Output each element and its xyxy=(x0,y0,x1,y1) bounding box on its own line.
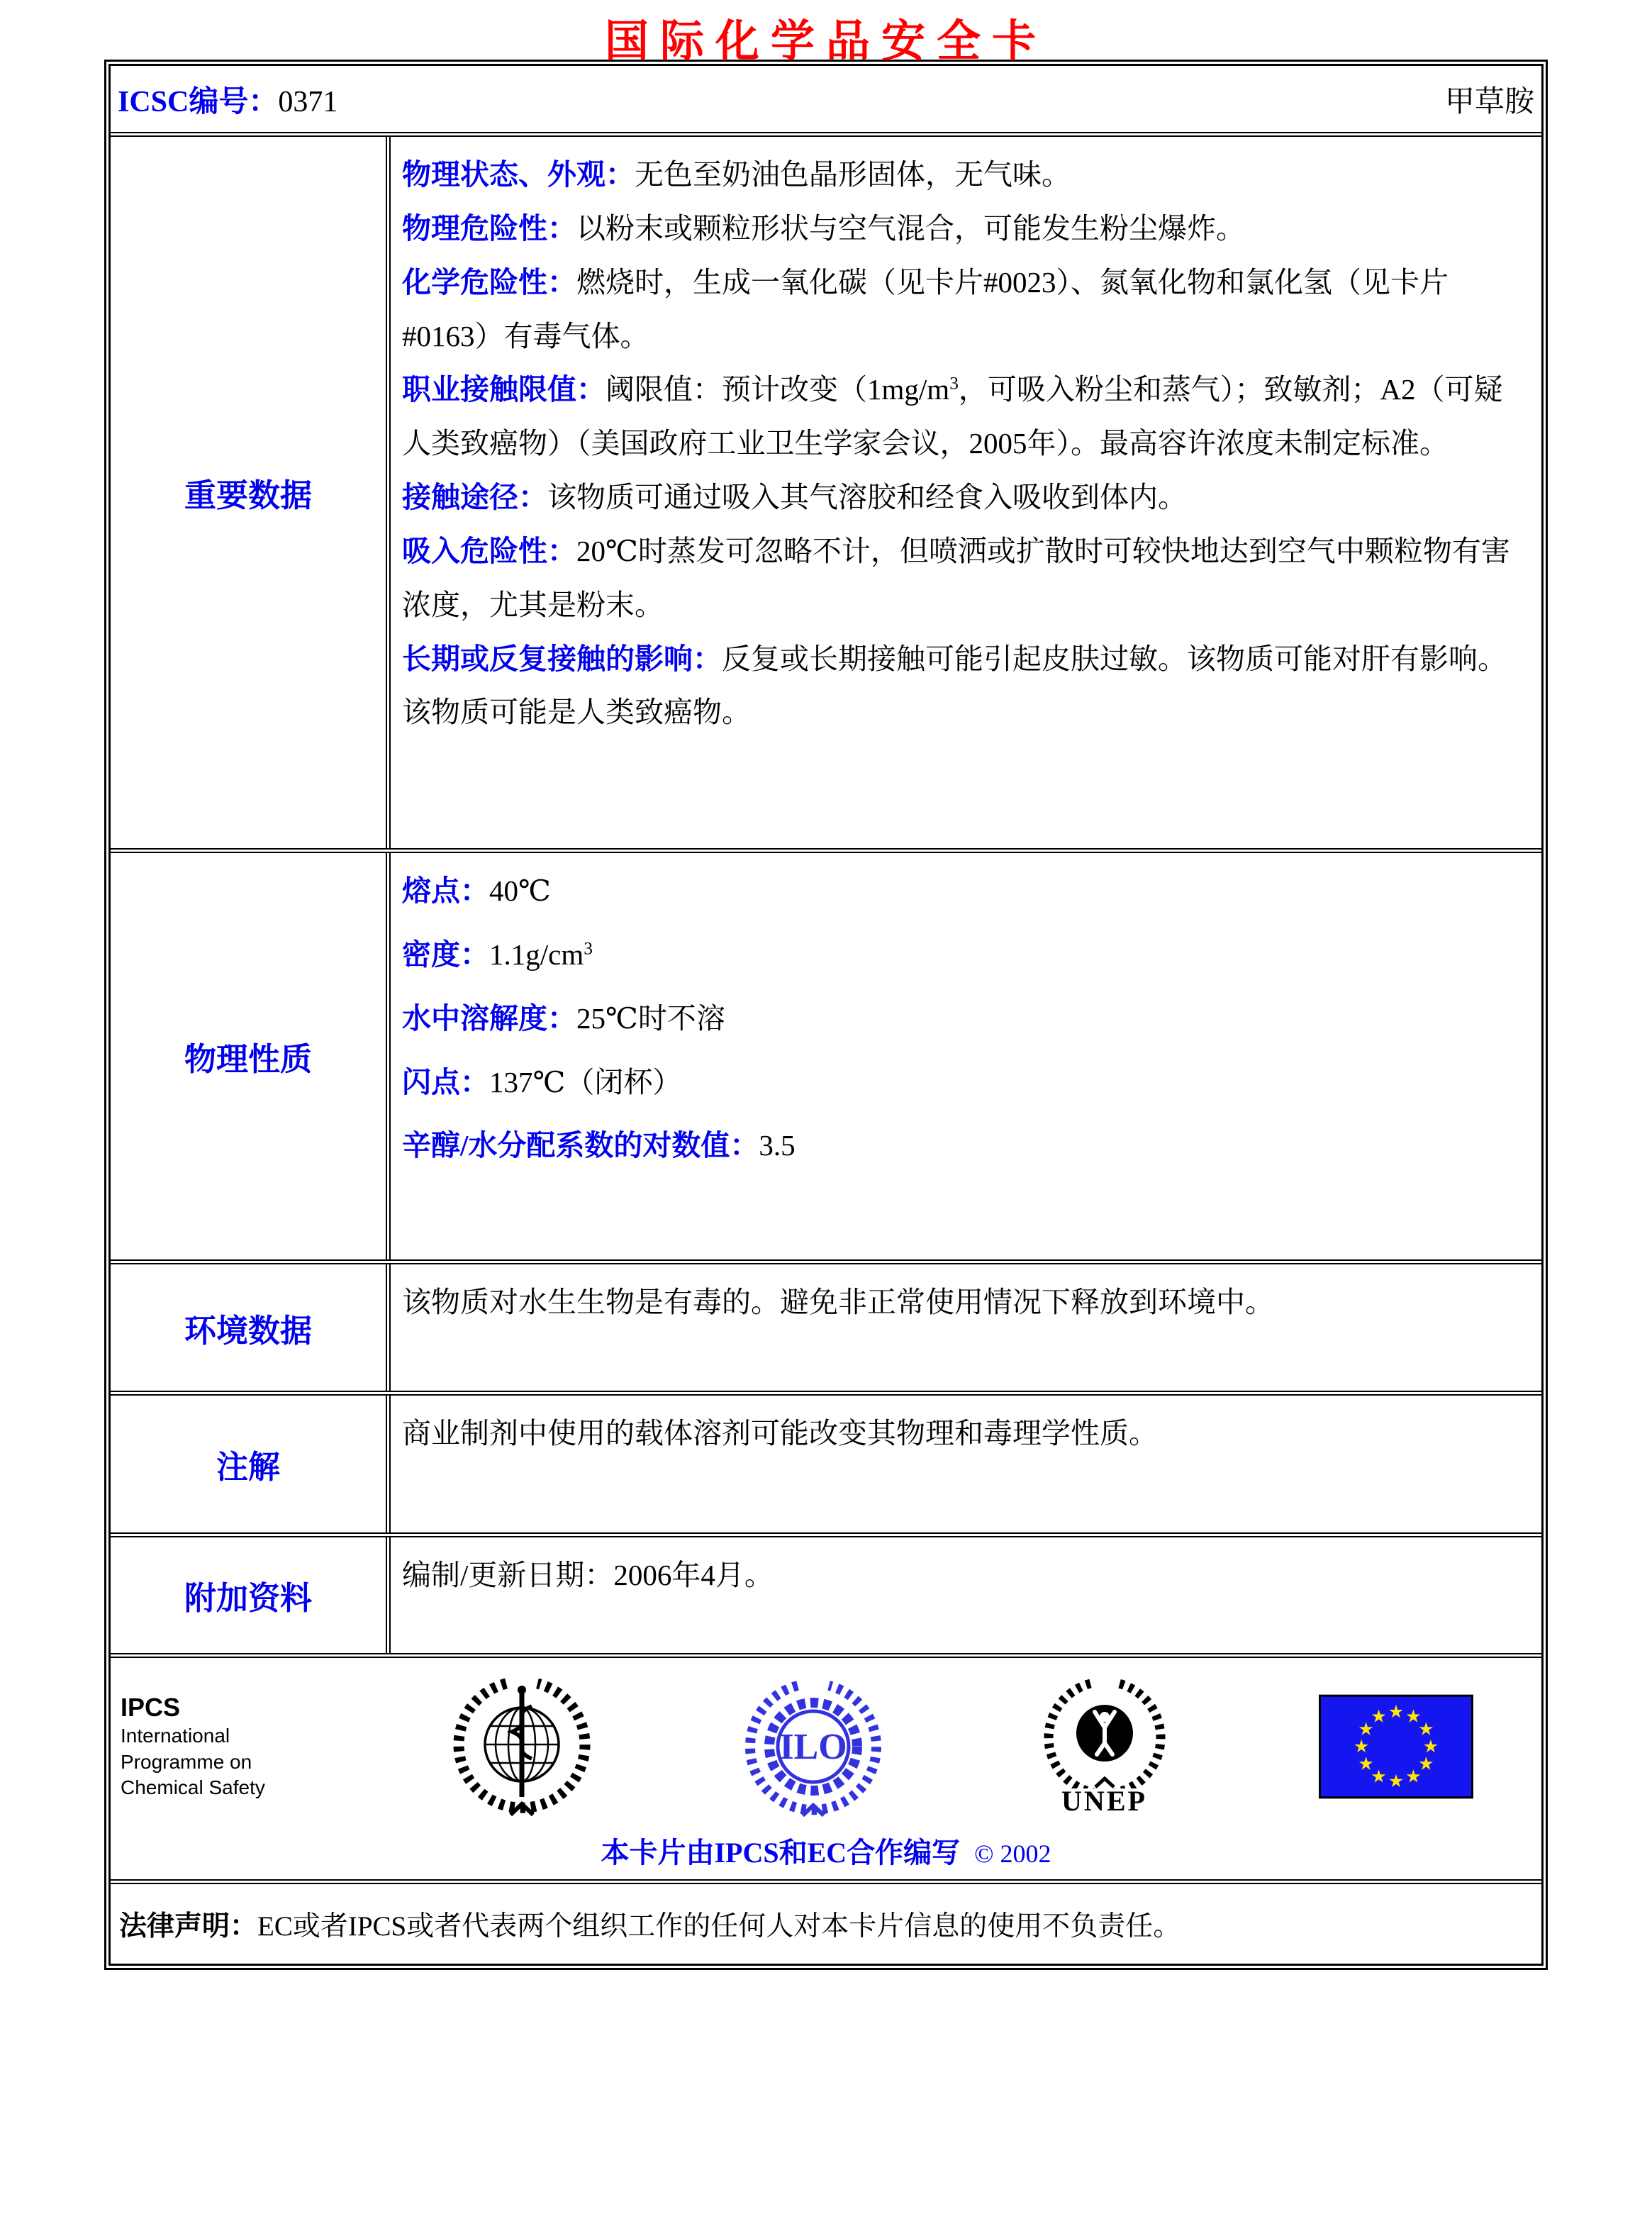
section-label-important-data: 重要数据 xyxy=(111,137,391,848)
ilo-letters: ILO xyxy=(778,1726,847,1767)
who-logo-icon xyxy=(451,1674,593,1819)
content-line: 熔点：40℃ xyxy=(402,874,551,907)
unep-label: UNEP xyxy=(1061,1785,1147,1817)
icsc-number-field xyxy=(118,78,337,121)
content-line: 商业制剂中使用的载体溶剂可能改变其物理和毒理学性质。 xyxy=(402,1417,1158,1449)
section-content-notes xyxy=(391,1396,1541,1532)
content-line: 辛醇/水分配系数的对数值：3.5 xyxy=(402,1129,796,1162)
logos-row xyxy=(111,1658,1541,1884)
caption-main-text: 本卡片由IPCS和EC合作编写 xyxy=(601,1837,961,1869)
sections-host xyxy=(111,137,1541,1658)
ipcs-line-2: Programme on xyxy=(121,1750,252,1773)
content-line: 职业接触限值：阈限值：预计改变（$1mg/m^3$，可吸入粉尘和蒸气）；致敏剂；A2（可疑人类致癌物）（美国政府工业卫生学家会议，2005年）。最高容许浓度未制定标准。 xyxy=(402,373,1503,460)
legal-row xyxy=(111,1884,1541,1964)
logo-strip xyxy=(111,1674,1541,1819)
content-line: 编制/更新日期：2006年4月。 xyxy=(402,1559,774,1591)
section-label-physical-properties: 物理性质 xyxy=(111,853,391,1259)
section-content-environmental-data xyxy=(391,1264,1541,1391)
icsc-number-label: ICSC编号： xyxy=(118,85,279,118)
content-line: 吸入危险性：20℃时蒸发可忽略不计，但喷洒或扩散时可较快地达到空气中颗粒物有害浓度，尤其是粉末。 xyxy=(402,534,1510,621)
section-row-important-data xyxy=(111,137,1541,853)
section-label-notes: 注解 xyxy=(111,1396,391,1532)
content-line: 接触途径：该物质可通过吸入其气溶胶和经食入吸收到体内。 xyxy=(402,481,1187,514)
ilo-logo-icon xyxy=(742,1676,884,1818)
caption-copyright: © 2002 xyxy=(974,1840,1051,1868)
section-row-notes xyxy=(111,1396,1541,1537)
content-line: 物理危险性：以粉末或颗粒形状与空气混合，可能发生粉尘爆炸。 xyxy=(402,211,1245,245)
section-row-additional-information xyxy=(111,1537,1541,1658)
who-logo-slot xyxy=(376,1674,667,1819)
section-row-environmental-data xyxy=(111,1264,1541,1396)
content-line: 长期或反复接触的影响：反复或长期接触可能引起皮肤过敏。该物质可能对肝有影响。该物质可能是人类致癌物。 xyxy=(402,642,1507,729)
section-label-additional-information: 附加资料 xyxy=(111,1537,391,1653)
eu-flag-slot xyxy=(1250,1694,1541,1799)
content-line: 物理状态、外观：无色至奶油色晶形固体，无气味。 xyxy=(402,158,1071,191)
chemical-name: 甲草胺 xyxy=(1444,85,1534,118)
eu-flag-icon xyxy=(1319,1694,1473,1799)
content-line: 化学危险性：燃烧时，生成一氧化碳（见卡片#0023）、氮氧化物和氯化氢（见卡片#0163）有毒气体。 xyxy=(402,265,1449,352)
icsc-card-table xyxy=(104,60,1548,1970)
legal-notice-text: EC或者IPCS或者代表两个组织工作的任何人对本卡片信息的使用不负责任。 xyxy=(257,1911,1181,1942)
legal-notice xyxy=(119,1904,1181,1944)
content-line: 闪点：137℃（闭杯） xyxy=(402,1065,682,1098)
section-content-additional-information xyxy=(391,1537,1541,1653)
section-row-physical-properties xyxy=(111,853,1541,1264)
ipcs-line-3: Chemical Safety xyxy=(121,1776,265,1799)
bottom-whitespace xyxy=(0,1970,1652,2211)
legal-notice-label: 法律声明： xyxy=(119,1911,258,1942)
content-line: 水中溶解度：25℃时不溶 xyxy=(402,1001,725,1035)
icsc-number-value: 0371 xyxy=(278,85,338,118)
section-content-important-data xyxy=(391,137,1541,848)
cooperation-caption xyxy=(111,1830,1541,1871)
unep-logo-slot xyxy=(959,1675,1250,1818)
page-title: 国际化学品安全卡 xyxy=(604,15,1047,67)
card-header-row xyxy=(111,66,1541,137)
section-content-physical-properties xyxy=(391,853,1541,1259)
content-line: 该物质对水生生物是有毒的。避免非正常使用情况下释放到环境中。 xyxy=(402,1286,1274,1318)
ipcs-text-block xyxy=(111,1691,376,1801)
ilo-logo-slot xyxy=(667,1676,959,1818)
section-label-environmental-data: 环境数据 xyxy=(111,1264,391,1391)
ipcs-acronym: IPCS xyxy=(121,1693,181,1723)
ipcs-line-1: International xyxy=(121,1725,230,1747)
unep-logo-icon xyxy=(1037,1675,1172,1788)
content-line: 密度：$1.1g/cm^3$ xyxy=(402,937,593,971)
